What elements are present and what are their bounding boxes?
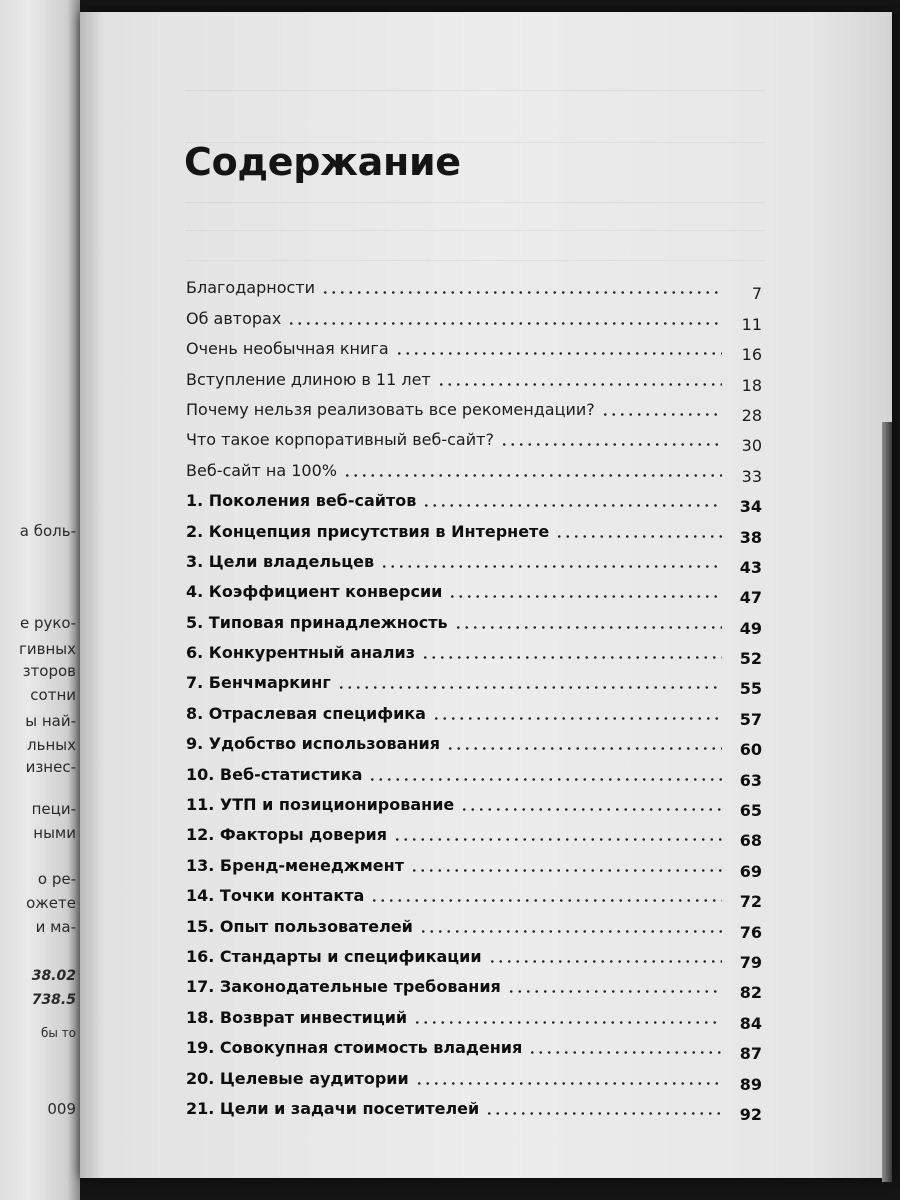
bleed-through-line [185,238,765,261]
toc-page-number: 60 [739,740,762,760]
toc-dot-leader [368,778,722,781]
facing-page-text-fragment: изнес- [25,758,76,776]
toc-page-number: 87 [739,1044,762,1064]
toc-page-number: 79 [739,952,762,972]
facing-page-text-fragment: и ма- [35,918,76,936]
toc-front-matter-entry [186,331,762,365]
toc-page-number: 57 [739,709,762,729]
facing-page-text-fragment: льных [27,736,76,754]
toc-dot-leader [343,474,722,477]
toc-dot-leader [437,383,722,386]
toc-page-number: 63 [739,770,762,790]
toc-page-number: 65 [739,801,762,821]
toc-dot-leader [287,322,722,325]
facing-page-text-fragment: е руко- [19,614,76,632]
toc-entry-title: 8. Отраслевая специфика [186,703,426,723]
toc-dot-leader [485,1112,722,1115]
toc-chapter-entry [186,513,762,547]
toc-dot-leader [454,626,722,629]
toc-entry-title: Что такое корпоративный веб-сайт? [186,430,494,450]
toc-entry-title: 19. Совокупная стоимость владения [186,1038,523,1058]
toc-chapter-entry [186,908,762,942]
facing-page-text-fragment: а боль- [19,522,76,540]
toc-front-matter-entry [186,422,762,456]
toc-chapter-entry [186,604,762,638]
toc-page-number: 34 [739,497,762,517]
toc-dot-leader [410,869,722,872]
facing-page-text-fragment: ожете [26,894,76,912]
toc-dot-leader [413,1021,722,1024]
toc-front-matter-entry [186,452,762,486]
toc-chapter-entry [186,574,762,608]
toc-chapter-entry [186,817,762,851]
toc-dot-leader [422,504,722,507]
toc-chapter-entry [186,999,762,1033]
toc-page-number: 11 [741,314,762,334]
toc-page-number: 49 [739,618,762,638]
toc-page-number: 38 [739,527,762,547]
toc-dot-leader [448,595,722,598]
toc-front-matter-entry [186,392,762,425]
toc-dot-leader [601,413,722,416]
toc-dot-leader [321,291,722,294]
toc-page-number: 82 [739,983,762,1003]
toc-chapter-entry [186,695,762,729]
toc-dot-leader [446,747,722,750]
facing-page-text-fragment: 738.5 [31,992,76,1008]
toc-dot-leader [393,838,722,841]
toc-dot-leader [528,1051,722,1054]
toc-dot-leader [380,565,722,568]
toc-entry-title: Об авторах [186,308,282,328]
toc-entry-title: 15. Опыт пользователей [186,916,413,936]
toc-entry-title: 4. Коэффициент конверсии [186,582,443,602]
toc-page-number: 43 [739,557,762,577]
facing-page-text-fragment: сотни [30,686,76,704]
toc-front-matter-entry [186,300,762,334]
facing-page-text-fragment: 38.02 [31,968,76,984]
toc-front-matter-entry [186,270,762,304]
toc-dot-leader [507,990,722,993]
toc-entry-title: 21. Цели и задачи посетителей [186,1098,480,1118]
toc-entry-title: Веб-сайт на 100% [186,460,337,480]
toc-page-number: 33 [741,466,762,486]
page-edge-shadow [882,422,892,1182]
toc-entry-title: Благодарности [186,278,315,298]
toc-entry-title: 6. Конкурентный анализ [186,643,416,663]
toc-page-number: 68 [739,831,762,851]
toc-chapter-entry [186,726,762,760]
book-page [80,12,892,1178]
facing-page-text-fragment: зторов [22,662,76,680]
toc-entry-title: Вступление длиною в 11 лет [186,369,431,389]
toc-entry-title: 17. Законодательные требования [186,977,501,997]
toc-dot-leader [432,717,722,720]
table-of-contents [186,270,762,1124]
toc-entry-title: 16. Стандарты и спецификации [186,946,482,966]
toc-page-number: 16 [741,345,762,365]
toc-dot-leader [555,535,722,538]
toc-dot-leader [488,960,722,963]
toc-page-number: 76 [739,922,762,942]
toc-chapter-entry [186,756,762,790]
toc-entry-title: 20. Целевые аудитории [186,1068,409,1088]
bleed-through-line [185,208,765,231]
page-title: Содержание [184,140,461,184]
toc-chapter-entry [186,483,762,517]
facing-page-text-fragment: гивных [19,640,76,658]
toc-chapter-entry [186,1030,762,1064]
facing-page-text-fragment: ы най- [25,712,76,730]
toc-entry-title: 9. Удобство использования [186,734,440,754]
toc-chapter-entry [186,939,762,972]
toc-dot-leader [337,686,722,689]
toc-chapter-entry [186,1060,762,1094]
toc-entry-title: 18. Возврат инвестиций [186,1007,408,1027]
facing-page-text-fragment: 009 [47,1100,76,1118]
toc-chapter-entry [186,787,762,821]
facing-page-text-fragment: о ре- [37,870,76,888]
toc-entry-title: 1. Поколения веб-сайтов [186,491,417,511]
toc-entry-title: 10. Веб-статистика [186,764,363,784]
toc-chapter-entry [186,847,762,881]
toc-dot-leader [395,352,722,355]
toc-page-number: 18 [741,375,762,395]
toc-page-number: 52 [739,649,762,669]
toc-dot-leader [500,443,722,446]
toc-chapter-entry [186,544,762,577]
toc-page-number: 28 [741,405,762,425]
toc-entry-title: Очень необычная книга [186,339,389,359]
toc-entry-title: 11. УТП и позиционирование [186,795,455,815]
toc-page-number: 55 [739,679,762,699]
toc-dot-leader [421,656,722,659]
facing-page-text-fragment: бы то [40,1026,76,1040]
toc-entry-title: 13. Бренд-менеджмент [186,855,404,875]
toc-page-number: 72 [739,892,762,912]
toc-chapter-entry [186,665,762,699]
toc-page-number: 47 [739,588,762,608]
toc-entry-title: Почему нельзя реализовать все рекомендации? [186,399,595,419]
toc-entry-title: 14. Точки контакта [186,886,365,906]
toc-dot-leader [370,899,722,902]
toc-entry-title: 3. Цели владельцев [186,551,375,571]
toc-entry-title: 12. Факторы доверия [186,825,388,845]
toc-page-number: 30 [741,436,762,456]
toc-dot-leader [460,808,722,811]
facing-page-text-fragment: ными [33,824,76,842]
toc-chapter-entry [186,1091,762,1124]
toc-chapter-entry [186,878,762,912]
toc-page-number: 92 [739,1104,762,1124]
facing-page-edge [0,0,80,1200]
toc-page-number: 84 [739,1013,762,1033]
bleed-through-line [185,68,765,91]
toc-entry-title: 2. Концепция присутствия в Интернете [186,521,550,541]
toc-dot-leader [415,1082,722,1085]
toc-page-number: 7 [751,284,762,304]
toc-chapter-entry [186,969,762,1003]
toc-entry-title: 5. Типовая принадлежность [186,612,448,632]
toc-entry-title: 7. Бенчмаркинг [186,673,331,693]
toc-page-number: 69 [739,861,762,881]
facing-page-text-fragment: пеци- [31,800,76,818]
toc-page-number: 89 [739,1074,762,1094]
toc-front-matter-entry [186,361,762,395]
toc-dot-leader [419,930,722,933]
toc-chapter-entry [186,635,762,669]
